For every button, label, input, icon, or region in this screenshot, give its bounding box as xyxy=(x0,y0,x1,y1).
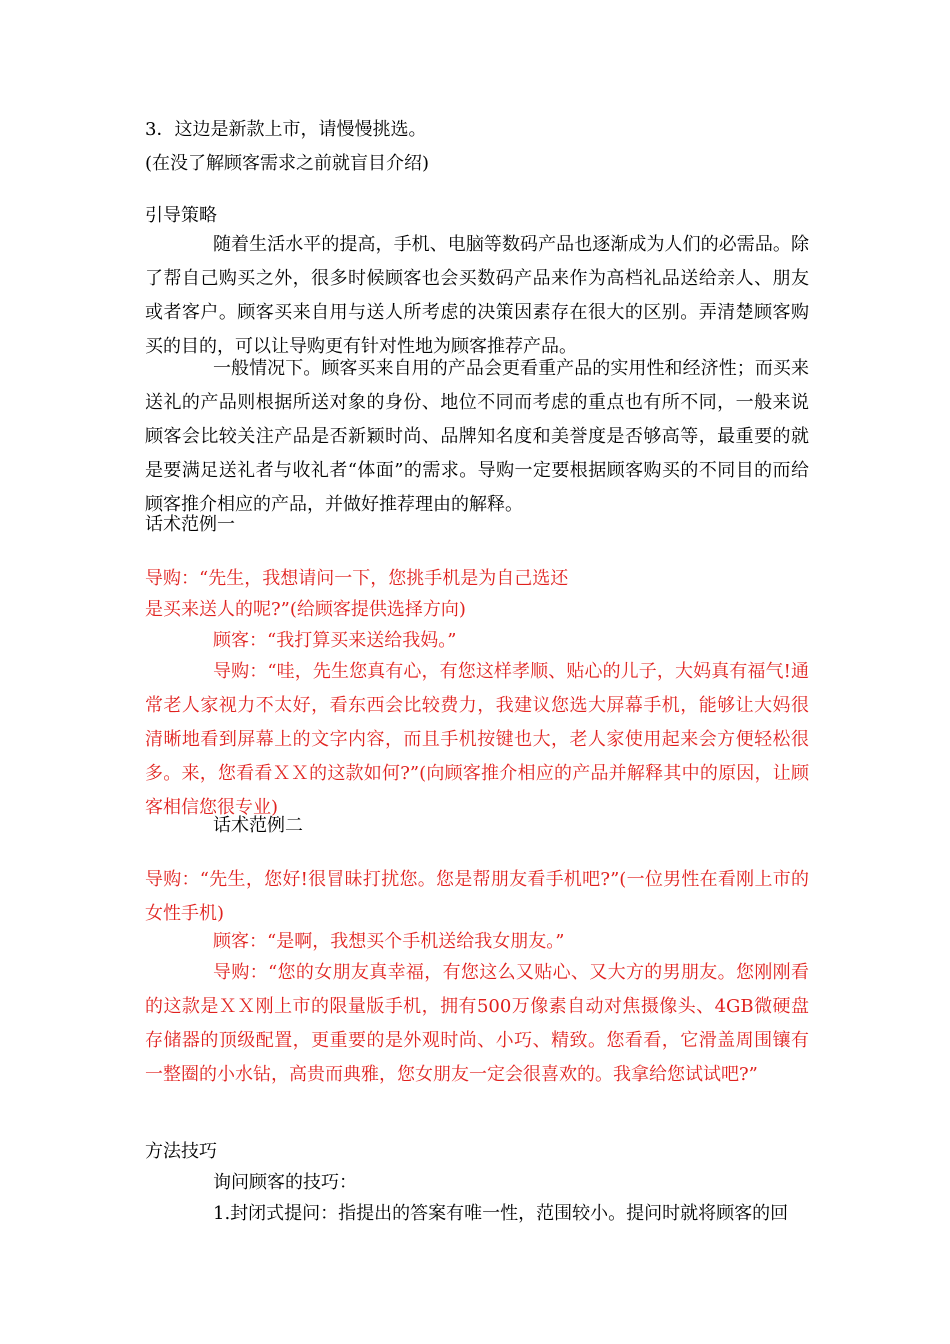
methods-item-1: 1.封闭式提问：指提出的答案有唯一性，范围较小。提问时就将顾客的回 xyxy=(213,1203,789,1224)
heading-methods: 方法技巧 xyxy=(145,1141,217,1162)
paragraph-strategy-1: 随着生活水平的提高，手机、电脑等数码产品也逐渐成为人们的必需品。除了帮自己购买之外，很多时候顾客也会买数码产品来作为高档礼品送给亲人、朋友或者客户。顾客买来自用与送人所考虑的决策因素存在很大的区别。弄清楚顾客购买的目的，可以让导购更有针对性地为顾客推荐产品。 xyxy=(145,234,809,357)
example2-guide-reply: 导购：“您的女朋友真幸福，有您这么又贴心、又大方的男朋友。您刚刚看的这款是ＸＸ刚上市的限量版手机，拥有500万像素自动对焦摄像头、4GB微硬盘存储器的顶级配置，更重要的是外观时尚、小巧、精致。您看看，它滑盖周围镶有一整圈的小水钻，高贵而典雅，您女朋友一定会很喜欢的。我拿给您试试吧?” xyxy=(145,962,809,1085)
example1-guide-line1: 导购：“先生，我想请问一下，您挑手机是为自己选还 xyxy=(145,568,569,589)
example2-guide-line: 导购：“先生，您好!很冒昧打扰您。您是帮朋友看手机吧?”(一位男性在看刚上市的女性手机) xyxy=(145,869,809,924)
methods-subheading: 询问顾客的技巧： xyxy=(213,1172,357,1193)
heading-example-2: 话术范例二 xyxy=(213,815,303,836)
paragraph-strategy-2: 一般情况下。顾客买来自用的产品会更看重产品的实用性和经济性；而买来送礼的产品则根据所送对象的身份、地位不同而考虑的重点也有所不同，一般来说顾客会比较关注产品是否新颖时尚、品牌知名度和美誉度是否够高等，最重要的就是要满足送礼者与收礼者“体面”的需求。导购一定要根据顾客购买的不同目的而给顾客推介相应的产品，并做好推荐理由的解释。 xyxy=(145,358,809,515)
example1-customer: 顾客：“我打算买来送给我妈。” xyxy=(213,630,457,651)
example2-customer: 顾客：“是啊，我想买个手机送给我女朋友。” xyxy=(213,931,565,952)
example1-guide-line2: 是买来送人的呢?”(给顾客提供选择方向) xyxy=(145,599,466,620)
example1-guide-reply: 导购：“哇，先生您真有心，有您这样孝顺、贴心的儿子，大妈真有福气!通常老人家视力不太好，看东西会比较费力，我建议您选大屏幕手机，能够让大妈很清晰地看到屏幕上的文字内容，而且手机按键也大，老人家使用起来会方便轻松很多。来，您看看ＸＸ的这款如何?”(向顾客推介相应的产品并解释其中的原因，让顾客相信您很专业) xyxy=(145,661,809,818)
heading-strategy: 引导策略 xyxy=(145,205,217,226)
paragraph-intro-note: (在没了解顾客需求之前就盲目介绍) xyxy=(145,153,430,174)
paragraph-intro-item3: 3．这边是新款上市，请慢慢挑选。 xyxy=(145,119,427,140)
heading-example-1: 话术范例一 xyxy=(145,514,235,535)
